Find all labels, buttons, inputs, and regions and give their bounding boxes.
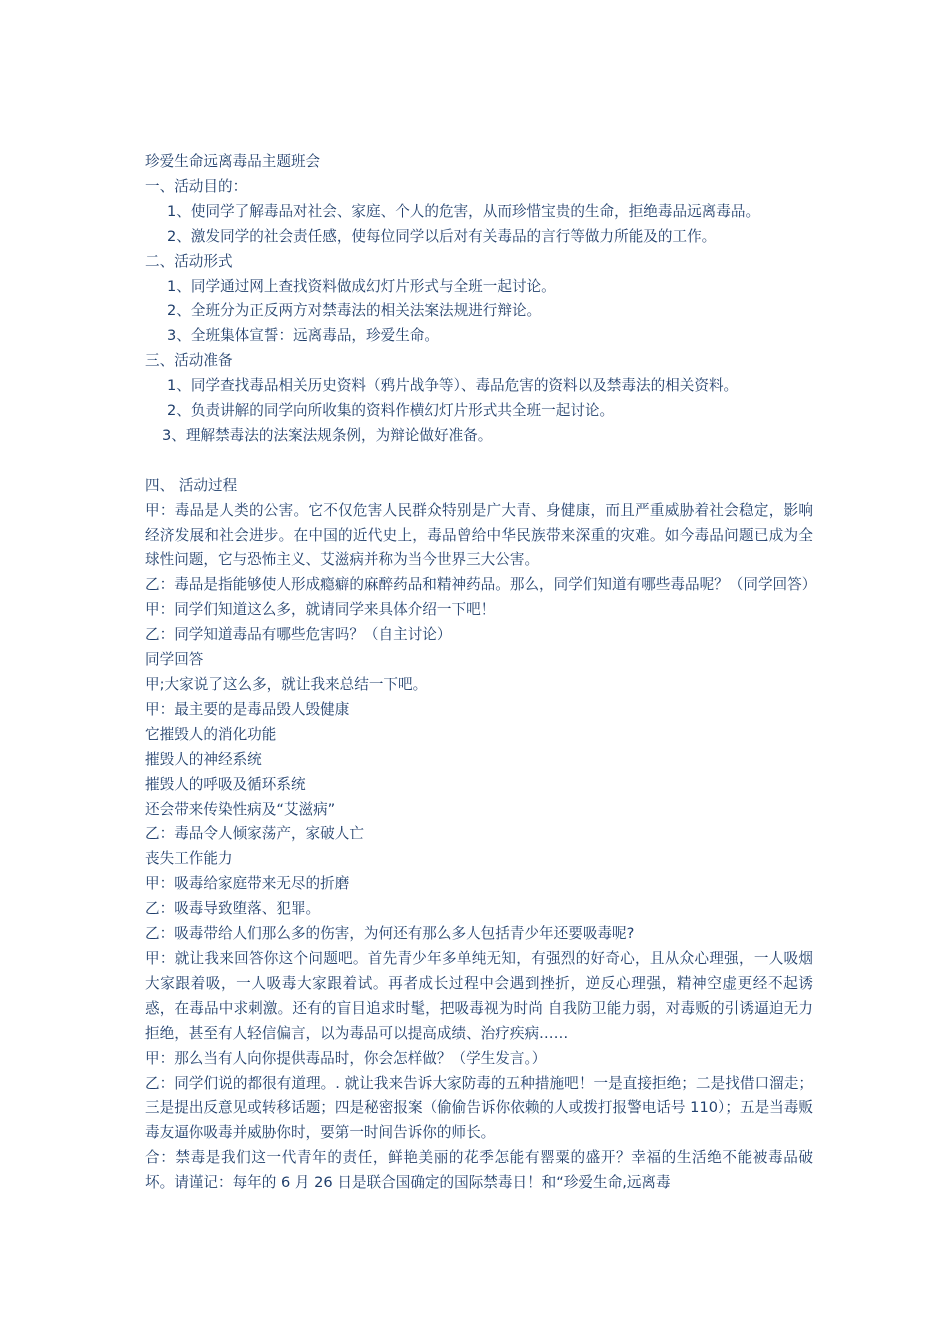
blank-line <box>145 449 813 474</box>
section-heading-preparation: 三、活动准备 <box>145 352 233 370</box>
process-paragraph: 它摧毁人的消化功能 <box>145 725 277 743</box>
format-item: 2、全班分为正反两方对禁毒法的相关法案法规进行辩论。 <box>167 302 542 320</box>
process-paragraph: 丧失工作能力 <box>145 850 233 868</box>
process-paragraph: 乙：毒品令人倾家荡产，家破人亡 <box>145 825 364 843</box>
process-paragraph: 乙：毒品是指能够使人形成瘾癖的麻醉药品和精神药品。那么，同学们知道有哪些毒品呢？（同学回答） <box>145 576 817 594</box>
process-paragraph: 甲：同学们知道这么多，就请同学来具体介绍一下吧！ <box>145 601 496 619</box>
process-paragraph: 乙：吸毒导致堕落、犯罪。 <box>145 900 321 918</box>
process-paragraph: 乙：吸毒带给人们那么多的伤害，为何还有那么多人包括青少年还要吸毒呢? <box>145 925 635 943</box>
document-title: 珍爱生命远离毒品主题班会 <box>145 153 321 170</box>
process-paragraph: 合：禁毒是我们这一代青年的责任，鲜艳美丽的花季怎能有罂粟的盛开？幸福的生活绝不能被毒品破坏。请谨记：每年的 6 月 26 日是联合国确定的国际禁毒日！和“珍爱生命,远离毒 <box>145 1149 813 1192</box>
preparation-item: 3、理解禁毒法的法案法规条例，为辩论做好准备。 <box>162 426 493 444</box>
preparation-item: 1、同学查找毒品相关历史资料（鸦片战争等）、毒品危害的资料以及禁毒法的相关资料。 <box>167 377 739 395</box>
process-paragraph: 甲：就让我来回答你这个问题吧。首先青少年多单纯无知，有强烈的好奇心，且从众心理强，一人吸烟大家跟着吸，一人吸毒大家跟着试。再者成长过程中会遇到挫折，逆反心理强，精神空虚更经不起诱惑，在毒品中求刺激。还有的盲目追求时髦，把吸毒视为时尚 自我防卫能力弱，对毒贩的引诱逼迫无力拒绝，甚至有人轻信偏言，以为毒品可以提高成绩、治疗疾病…… <box>145 949 813 1042</box>
process-paragraph: 乙：同学知道毒品有哪些危害吗？（自主讨论） <box>145 626 452 644</box>
process-paragraph: 甲：吸毒给家庭带来无尽的折磨 <box>145 875 350 893</box>
section-heading-process: 四、 活动过程 <box>145 476 238 494</box>
document-body <box>145 150 817 1196</box>
format-item: 1、同学通过网上查找资料做成幻灯片形式与全班一起讨论。 <box>167 277 556 295</box>
process-paragraph: 还会带来传染性病及“艾滋病” <box>145 800 336 818</box>
process-paragraph: 甲：那么当有人向你提供毒品时，你会怎样做？（学生发言。） <box>145 1049 547 1067</box>
process-paragraph: 乙：同学们说的都很有道理。. 就让我来告诉大家防毒的五种措施吧！一是直接拒绝；二是找借口溜走；三是提出反意见或转移话题；四是秘密报案（偷偷告诉你依赖的人或拨打报警电话号 110）；五是当毒贩毒友逼你吸毒并威胁你时，要第一时间告诉你的师长。 <box>145 1074 813 1142</box>
process-paragraph: 同学回答 <box>145 651 204 669</box>
process-paragraph: 摧毁人的呼吸及循环系统 <box>145 775 306 793</box>
process-paragraph: 摧毁人的神经系统 <box>145 750 262 768</box>
preparation-item: 2、负责讲解的同学向所收集的资料作横幻灯片形式共全班一起讨论。 <box>167 402 615 420</box>
section-heading-purpose: 一、活动目的： <box>145 177 248 195</box>
process-paragraph: 甲：最主要的是毒品毁人毁健康 <box>145 700 350 718</box>
format-item: 3、全班集体宣誓：远离毒品，珍爱生命。 <box>167 327 439 345</box>
purpose-item: 2、激发同学的社会责任感，使每位同学以后对有关毒品的言行等做力所能及的工作。 <box>167 227 717 245</box>
process-paragraph: 甲：毒品是人类的公害。它不仅危害人民群众特别是广大青、身健康，而且严重威胁着社会稳定，影响经济发展和社会进步。在中国的近代史上，毒品曾给中华民族带来深重的灾难。如今毒品问题已成为全球性问题，它与恐怖主义、艾滋病并称为当今世界三大公害。 <box>145 501 813 569</box>
process-paragraph: 甲;大家说了这么多，就让我来总结一下吧。 <box>145 676 428 694</box>
purpose-item: 1、使同学了解毒品对社会、家庭、个人的危害，从而珍惜宝贵的生命，拒绝毒品远离毒品。 <box>167 202 761 220</box>
section-heading-format: 二、活动形式 <box>145 252 233 270</box>
